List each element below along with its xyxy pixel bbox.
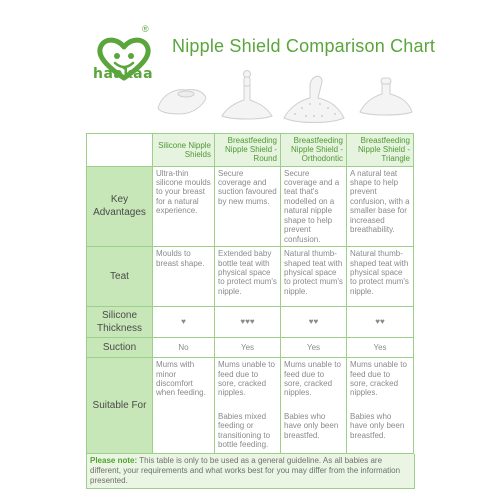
table-row [87,307,414,338]
table-cell: Yes [347,338,414,358]
table-cell: A natural teat shape to help prevent confusion, with a smaller base for increased breathability. [347,166,414,247]
table-cell: No [153,338,215,358]
cell-text: Mums with minor discomfort when feeding. [156,360,206,398]
row-header-suitable: Suitable For [87,358,153,454]
comparison-table [86,133,414,454]
table-cell: Moulds to breast shape. [153,247,215,307]
heart-icon: ♥ [153,307,215,338]
cell-text: Mums unable to feed due to sore, cracked nipples. [218,360,275,398]
registered-mark: ® [142,24,149,34]
heart-icon: ♥♥♥ [215,307,281,338]
disclaimer-note [86,454,415,489]
note-label: Please note: [90,456,138,465]
table-cell: Extended baby bottle teat with physical space to protect mum's nipple. [215,247,281,307]
table-row [87,358,414,454]
row-header-thickness: Silicone Thickness [87,307,153,338]
note-text: This table is only to be used as a general guideline. As all babies are different, your requirements and what works best for you may differ from the information presented. [90,456,401,485]
table-header-row [87,134,414,167]
table-cell [153,358,215,454]
shield-silicone-illustration [158,89,206,114]
table-cell: Ultra-thin silicone moulds to your breast for a natural experience. [153,166,215,247]
page-title: Nipple Shield Comparison Chart [172,36,436,56]
cell-text: Babies who have only been breastfed. [350,411,405,440]
table-row [87,247,414,307]
table-cell: Natural thumb-shaped teat with physical space to protect mum's nipple. [347,247,414,307]
shield-orthodontic-illustration [284,76,344,122]
col-header-triangle: Breastfeeding Nipple Shield - Triangle [347,134,414,167]
table-cell [281,358,347,454]
brand-name: haakaa [93,66,154,82]
cell-text: Mums unable to feed due to sore, cracked nipples. [350,360,407,398]
row-header-advantages: Key Advantages [87,166,153,247]
table-cell: Secure coverage and a teat that's modelled on a natural nipple shape to help prevent confusion. [281,166,347,247]
cell-text: Mums unable to feed due to sore, cracked nipples. [284,360,341,398]
table-cell: Natural thumb-shaped teat with physical space to protect mum's nipple. [281,247,347,307]
col-header-round: Breastfeeding Nipple Shield - Round [215,134,281,167]
heart-icon: ♥♥ [347,307,414,338]
heart-icon: ♥♥ [281,307,347,338]
cell-text: Babies who have only been breastfed. [284,411,339,440]
row-header-suction: Suction [87,338,153,358]
shield-round-illustration [222,71,272,120]
row-header-teat: Teat [87,247,153,307]
table-cell: Secure coverage and suction favoured by new mums. [215,166,281,247]
col-header-orthodontic: Breastfeeding Nipple Shield - Orthodontic [281,134,347,167]
col-header-silicone: Silicone Nipple Shields [153,134,215,167]
product-illustrations [150,64,420,130]
table-row [87,338,414,358]
table-cell [347,358,414,454]
cell-text: Babies mixed feeding or transitioning to bottle feeding. [218,411,271,450]
table-row [87,166,414,247]
table-cell: Yes [215,338,281,358]
blank-header-cell [87,134,153,167]
table-cell: Yes [281,338,347,358]
table-cell [215,358,281,454]
shield-triangle-illustration [360,78,412,115]
